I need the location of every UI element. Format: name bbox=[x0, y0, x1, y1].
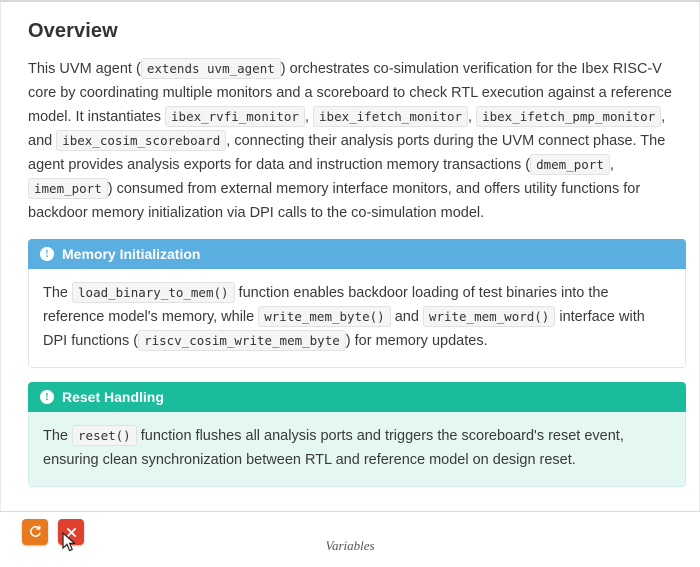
paragraph-text-1: This UVM agent ( bbox=[28, 61, 141, 77]
callout-memory-initialization bbox=[28, 239, 686, 368]
callout-body bbox=[28, 269, 686, 368]
callout-text-3: and bbox=[390, 309, 423, 325]
exclamation-icon: ! bbox=[40, 390, 54, 404]
code-dmem-port: dmem_port bbox=[530, 154, 610, 175]
code-ibex-ifetch-pmp-monitor: ibex_ifetch_pmp_monitor bbox=[476, 106, 661, 127]
callout-text-4: interface with DPI functions ( bbox=[43, 309, 645, 349]
callout-title: Reset Handling bbox=[62, 389, 164, 405]
callout-title: Memory Initialization bbox=[62, 246, 201, 262]
callout-text-5: ) for memory updates. bbox=[345, 333, 488, 349]
code-ibex-ifetch-monitor: ibex_ifetch_monitor bbox=[313, 106, 468, 127]
close-icon bbox=[65, 526, 78, 539]
paragraph-text-6: , connecting their analysis ports during the UVM connect phase. The agent provides analysis exports for data and instruction memory transactions ( bbox=[28, 133, 666, 173]
document-content bbox=[0, 2, 700, 512]
footer-bar bbox=[0, 511, 700, 567]
close-button[interactable] bbox=[58, 519, 84, 545]
callout-reset-handling bbox=[28, 382, 686, 487]
paragraph-text-4: , bbox=[468, 109, 477, 125]
paragraph-text-3: , bbox=[304, 109, 314, 125]
callout-text-1: The bbox=[43, 285, 73, 301]
footer-section-label: Variables bbox=[325, 538, 375, 553]
exclamation-icon: ! bbox=[40, 247, 54, 261]
callout-text-1: The bbox=[43, 428, 73, 444]
paragraph-text-2: ) orchestrates co-simulation verification for the Ibex RISC-V core by coordinating multiple monitors and a scoreboard to check RTL execution against a reference model. It instantiates bbox=[28, 61, 672, 125]
callout-header bbox=[28, 382, 686, 412]
code-extends-uvm-agent: extends uvm_agent bbox=[141, 58, 281, 79]
callout-text-2: function flushes all analysis ports and triggers the scoreboard's reset event, ensuring clean synchronization between RTL and reference model on design reset. bbox=[43, 428, 624, 468]
code-imem-port: imem_port bbox=[28, 178, 108, 199]
code-reset: reset() bbox=[72, 425, 137, 446]
overview-paragraph bbox=[28, 57, 686, 225]
code-ibex-rvfi-monitor: ibex_rvfi_monitor bbox=[165, 106, 305, 127]
code-riscv-cosim-write-mem-byte: riscv_cosim_write_mem_byte bbox=[138, 330, 346, 351]
callout-header bbox=[28, 239, 686, 269]
reload-button[interactable] bbox=[22, 519, 48, 545]
code-load-binary-to-mem: load_binary_to_mem() bbox=[72, 282, 235, 303]
paragraph-text-8: ) consumed from external memory interface monitors, and offers utility functions for backdoor memory initialization via DPI calls to the co-simulation model. bbox=[28, 181, 641, 221]
reload-icon bbox=[28, 525, 42, 539]
code-write-mem-byte: write_mem_byte() bbox=[258, 306, 390, 327]
paragraph-text-5: , and bbox=[28, 109, 666, 149]
code-ibex-cosim-scoreboard: ibex_cosim_scoreboard bbox=[56, 130, 226, 151]
floating-action-buttons bbox=[22, 519, 84, 545]
callout-body bbox=[28, 412, 686, 487]
paragraph-text-7: , bbox=[609, 157, 614, 173]
page-title: Overview bbox=[28, 20, 118, 42]
callout-text-2: function enables backdoor loading of test binaries into the reference model's memory, while bbox=[43, 285, 609, 325]
code-write-mem-word: write_mem_word() bbox=[423, 306, 555, 327]
